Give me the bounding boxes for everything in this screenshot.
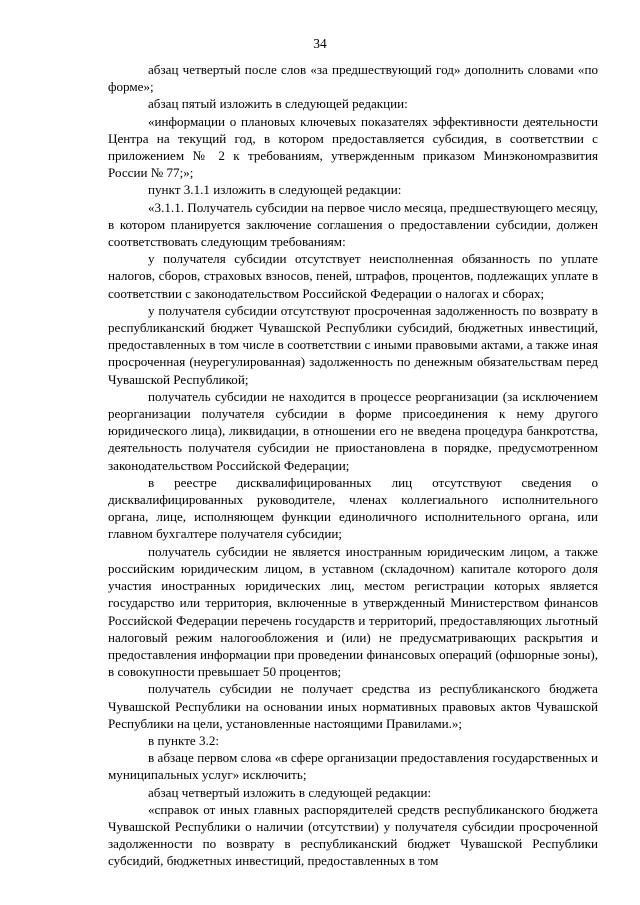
paragraph: «информации о плановых ключевых показателях эффективности деятельности Центра на текущий год, в котором предоставляется субсидия, в соответствии с приложением № 2 к требованиям, утвержденным приказом Минэкономразвития России № 77;»; — [108, 113, 598, 181]
paragraph: абзац четвертый изложить в следующей редакции: — [148, 784, 432, 800]
paragraph: получатель субсидии не получает средства из республиканского бюджета Чувашской Республики на основании иных нормативных правовых актов Чувашской Республики на цели, установленные настоящими Правилами.»; — [108, 681, 598, 731]
page-number: 34 — [313, 36, 327, 51]
paragraph: у получателя субсидии отсутствуют просроченная задолженность по возврату в республиканский бюджет Чувашской Республики субсидий, бюджетных инвестиций, предоставленных в том числе в соответствии с иными правовыми актами, а также иная просроченная (неурегулированная) задолженность по денежным обязательствам перед Чувашской Республикой; — [108, 302, 598, 387]
paragraph: пункт 3.1.1 изложить в следующей редакции: — [148, 182, 402, 198]
paragraph: получатель субсидии не является иностранным юридическим лицом, а также российским юридическим лицом, в уставном (складочном) капитале которого доля участия иностранных юридических лиц, местом регистрации которых является государство или территория, включенные в утвержденный Министерством финансов Российской Федерации перечень государств и территорий, предоставляющих льготный налоговый режим налогообложения и (или) не предусматривающих раскрытия и предоставления информации при проведении финансовых операций (офшорные зоны), в совокупности превышает 50 процентов; — [108, 543, 598, 680]
paragraph: в реестре дисквалифицированных лиц отсутствуют сведения о дисквалифицированных руководителе, членах коллегиального исполнительного органа, лице, исполняющем функции единоличного исполнительного органа, или главном бухгалтере получателя субсидии; — [108, 474, 598, 542]
document-body — [108, 61, 598, 870]
paragraph: «3.1.1. Получатель субсидии на первое число месяца, предшествующего месяцу, в котором планируется заключение соглашения о предоставлении субсидии, должен соответствовать следующим требованиям: — [108, 199, 598, 250]
paragraph: абзац пятый изложить в следующей редакции: — [148, 96, 408, 112]
paragraph: у получателя субсидии отсутствует неисполненная обязанность по уплате налогов, сборов, страховых взносов, пеней, штрафов, процентов, подлежащих уплате в соответствии с законодательством Российской Федерации о налогах и сборах; — [108, 251, 598, 301]
paragraph: абзац четвертый после слов «за предшествующий год» дополнить словами «по форме»; — [108, 62, 598, 95]
paragraph: «справок от иных главных распорядителей средств республиканского бюджета Чувашской Республики о наличии (отсутствии) у получателя субсидии просроченной задолженности по возврату в республиканский бюджет Чувашской Республики субсидий, бюджетных инвестиций, предоставленных в том — [108, 801, 598, 869]
paragraph: получатель субсидии не находится в процессе реорганизации (за исключением реорганизации получателя субсидии в форме присоединения к нему другого юридического лица), ликвидации, в отношении его не введена процедура банкротства, деятельность получателя субсидии не приостановлена в порядке, предусмотренном законодательством Российской Федерации; — [108, 388, 598, 473]
paragraph: в пункте 3.2: — [148, 732, 220, 748]
paragraph: в абзаце первом слова «в сфере организации предоставления государственных и муниципальных услуг» исключить; — [108, 750, 598, 783]
